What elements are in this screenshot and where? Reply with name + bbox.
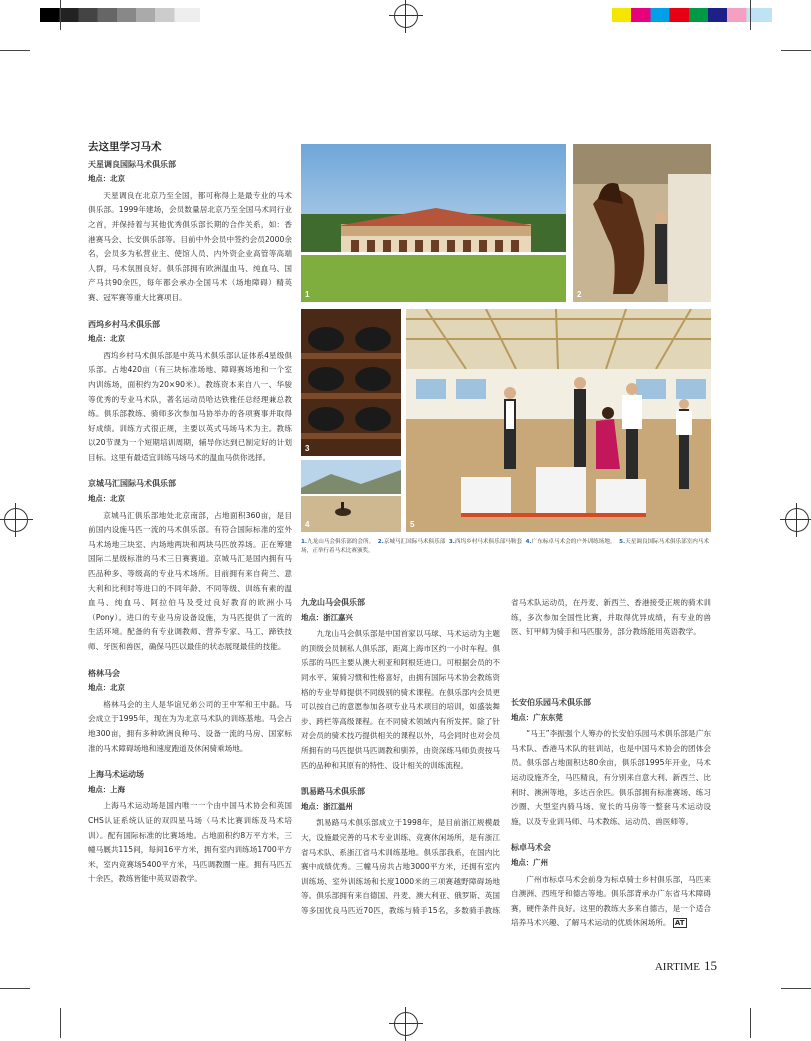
registration-mark-right bbox=[785, 508, 809, 532]
section-title: 格林马会 bbox=[88, 668, 120, 678]
caption-text: 京城马汇国际马术俱乐部 bbox=[383, 539, 446, 545]
caption-number: 1. bbox=[301, 539, 308, 545]
section-body bbox=[511, 873, 711, 931]
crop-mark bbox=[0, 50, 30, 51]
section-body-continued bbox=[511, 596, 711, 684]
photo-number: 4 bbox=[305, 520, 310, 529]
section-body-text: 广州市标卓马术会前身为标卓骑士乡村俱乐部，马匹来自澳洲、西班牙和德古等地。俱乐部背承办广东省马术障碍赛，硬件条件良好。这里的教练大多来自德古，是一个适合培养马术兴趣、了解马术运动的优质休闲场所。 bbox=[511, 874, 711, 928]
section-location: 地点：浙江嘉兴 bbox=[301, 612, 353, 622]
crop-mark bbox=[750, 1008, 751, 1038]
magazine-brand: AIRTIME bbox=[654, 961, 700, 973]
section-location: 地点：浙江温州 bbox=[301, 801, 353, 811]
section-title: 九龙山马会俱乐部 bbox=[301, 598, 365, 607]
section-body: 格林马会的主人是华谊兄弟公司的王中军和王中磊。马会成立于1995年，现在为为北京马术队的训练基地。马会占地300亩，拥有多种欧洲良种马、设备一流的马房、国家标准的马术障碍场地和速度跑道及休闲骑乘场地。 bbox=[88, 699, 292, 753]
section-location: 地点：北京 bbox=[88, 494, 125, 504]
section-location: 地点：北京 bbox=[88, 683, 125, 693]
caption-text: 天星调良国际马术俱乐部室内马术场，正举行着马术比赛颁奖。 bbox=[301, 539, 710, 554]
color-bar-gray bbox=[40, 8, 200, 22]
article-title: 去这里学习马术 bbox=[88, 141, 162, 153]
right-column bbox=[511, 596, 711, 931]
photo-saddle-room bbox=[301, 309, 401, 456]
photo-caption bbox=[301, 538, 711, 556]
section-body: 西坞乡村马术俱乐部是中英马术俱乐部认证体系4星级俱乐部。占地420亩（有三块标准场地、障碍赛场地和一个室内训练场，面积约为20×90米）。教练资本来自八一、华骏等优秀的专业马术队，著名运动员哈达铁雅任总经理兼总教练。俱乐部教练、骑师多次参加马协举办的各项赛事并取得好成绩。训练方式很正规，主要以英式马场马术为主。教练以20节课为一个短期培训周期，辅导你达到已制定好的计划目标。这里有最适宜训练马场马术的温血马供你选择。 bbox=[88, 350, 292, 462]
photo-award-ceremony bbox=[406, 309, 711, 532]
caption-number: 4. bbox=[525, 539, 532, 545]
page-number: 15 bbox=[704, 958, 717, 973]
photo-number: 1 bbox=[305, 290, 310, 299]
section-body: 九龙山马会俱乐部是中国首家以马球、马术运动为主题的顶级会员制私人俱乐部，距离上海市区约一小时车程。俱乐部的马匹主要从澳大利亚和阿根廷进口。可根据会员的不同水平、策骑习惯和性格喜好，由拥有国际马术协会教练资格的专业导师提供不同级别的骑术课程。在俱乐部内会员更可以按自己的意愿参加各项专业马术项目的培训，如盛装舞步、跨栏等高级课程。在不同骑术领域内有所发挥。除了针对会员的骑术技巧提供相关的课程以外，马会同时也对会员所拥有的马匹提供马匹调教和驯养，由资深练马师负责按马匹的品种和其原有的特性、设计相关的训练流程。 bbox=[301, 629, 500, 770]
caption-text: 西坞乡村马术俱乐部马鞍套 bbox=[454, 539, 523, 545]
caption-number: 5. bbox=[619, 539, 626, 545]
left-column bbox=[88, 140, 292, 887]
caption-text: 九龙山马会俱乐部的会所。 bbox=[307, 539, 375, 545]
caption-text: 广东标卓马术会的户外训练场地。 bbox=[531, 539, 616, 545]
section-title: 长安伯乐园马术俱乐部 bbox=[511, 698, 591, 707]
photo-number: 3 bbox=[305, 444, 310, 453]
section-body: 上海马术运动场是国内唯一一个由中国马术协会和英国CHS认证系统认证的双四星马场（马术比赛训练及马术培训）。配有国际标准的比赛场地。占地面积约8万平方米，三幢马厩共115间，每间16平方米，拥有室内训练场1700平方米，室内竞赛场5400平方米，马匹调教圈一座。拥有马匹五十余匹，教练皆能中英双语教学。 bbox=[88, 801, 292, 884]
color-bar-cmyk bbox=[612, 8, 772, 22]
middle-column bbox=[301, 596, 500, 918]
registration-mark-top bbox=[394, 4, 418, 28]
photo-clubhouse bbox=[301, 144, 566, 302]
section-title: 京城马汇国际马术俱乐部 bbox=[88, 479, 176, 489]
section-title: 凯易路马术俱乐部 bbox=[301, 787, 365, 797]
crop-mark bbox=[60, 1008, 61, 1038]
section-location: 地点：广东东莞 bbox=[511, 712, 563, 722]
crop-mark bbox=[0, 988, 30, 989]
crop-mark bbox=[60, 0, 61, 30]
caption-number: 2. bbox=[377, 539, 384, 545]
crop-mark bbox=[750, 0, 751, 30]
section-location: 地点：广州 bbox=[511, 857, 548, 867]
section-body: 京城马汇俱乐部地处北京南部，占地面积360亩，是目前国内设施马匹一流的马术俱乐部。有符合国际标准的室外马术场地三块室、内场地两块和两块马匹放养场。正在筹建国际二星级标准的马术三日赛赛道。京城马汇是国内拥有马匹品种多、等级高的专业马术场所。目前拥有来自荷兰、意大利和比利时等进口的不同年龄、不同等级、训练有素的温血马、纯血马、阿拉伯马及受过良好教育的欧洲小马（Pony）。进口的专业马房设备设施，为马匹提供了一流的生活环境。配备的有专业调教师、营养专家、马工、蹄铁技师、牙医和兽医，确保马匹以最佳的状态展现最佳的技能。 bbox=[88, 510, 292, 651]
section-body: 天星调良在北京乃至全国，都可称得上是最专业的马术俱乐部。1999年建场，会员数量居北京乃至全国马术同行业之首，并保持着与其他优秀俱乐部长期的合作关系，如：香港赛马会、长安俱乐部等。目前中外会员中签约会员2000余名，会员多为私营业主、使馆人员、内外资企业高管等高端人群，马术氛围良好。俱乐部拥有欧洲温血马、纯血马、国产马共90余匹，每年都会承办全国马术（场地障碍）精英赛、冠军赛等重大比赛项目。 bbox=[88, 190, 292, 302]
photo-number: 2 bbox=[577, 290, 582, 299]
photo-number: 5 bbox=[410, 520, 415, 529]
section-body: 省马术队运动员，在丹麦、新西兰、香港接受正规的骑术训练，多次参加全国性比赛，并取得优异成绩，有专业的兽医、钉甲师为骑手和马匹服务，部分教练能用英语教学。 bbox=[511, 598, 711, 637]
page-footer bbox=[655, 958, 717, 974]
photo-horse-stable bbox=[573, 144, 711, 302]
section-location: 地点：上海 bbox=[88, 784, 125, 794]
crop-mark bbox=[781, 50, 811, 51]
section-title: 天星调良国际马术俱乐部 bbox=[88, 159, 176, 169]
crop-mark bbox=[781, 988, 811, 989]
section-location: 地点：北京 bbox=[88, 334, 125, 344]
section-body-wrapper bbox=[301, 816, 500, 918]
section-title: 西坞乡村马术俱乐部 bbox=[88, 319, 160, 329]
registration-mark-bottom bbox=[394, 1012, 418, 1036]
section-title: 标卓马术会 bbox=[511, 843, 551, 853]
registration-mark-left bbox=[4, 508, 28, 532]
end-mark: AT bbox=[674, 919, 685, 928]
photo-outdoor-arena bbox=[301, 460, 401, 532]
section-location: 地点：北京 bbox=[88, 174, 125, 184]
caption-number: 3. bbox=[448, 539, 455, 545]
section-body: 凯易路马术俱乐部成立于1998年，是目前浙江规模最大，设施最完善的马术专业训练、竞赛休闲场所，是有浙江省马术队、系浙江省马术训练基地。俱乐部我系，在国内比赛中成绩优秀。三幢马房共占地3000平方米，还拥有室内训练场、室外训练场和长度1000米的三项赛越野障碍场地等。俱乐部拥有来自德国、丹麦、澳大利亚、俄罗斯、英国等多国优良马匹近70匹，教练与骑手15名，多数骑手教练 bbox=[301, 818, 500, 915]
section-body: “马王”李振强个人筹办的长安伯乐园马术俱乐部是广东马术队、香港马术队的驻训站，也是中国马术协会的团体会员。俱乐部占地面积达80余亩，俱乐部1995年开业，马术运动设施齐全，马匹精良，有分别来自意大利、新西兰、比利时、澳洲等地，多达百余匹。俱乐部拥有标准赛场、练习沙圈、大型室内骑马场、宽长的马房等一整套马术运动设施，以及专业训马师、马术教练、运动员、兽医师等。 bbox=[511, 729, 711, 826]
section-title: 上海马术运动场 bbox=[88, 770, 144, 780]
